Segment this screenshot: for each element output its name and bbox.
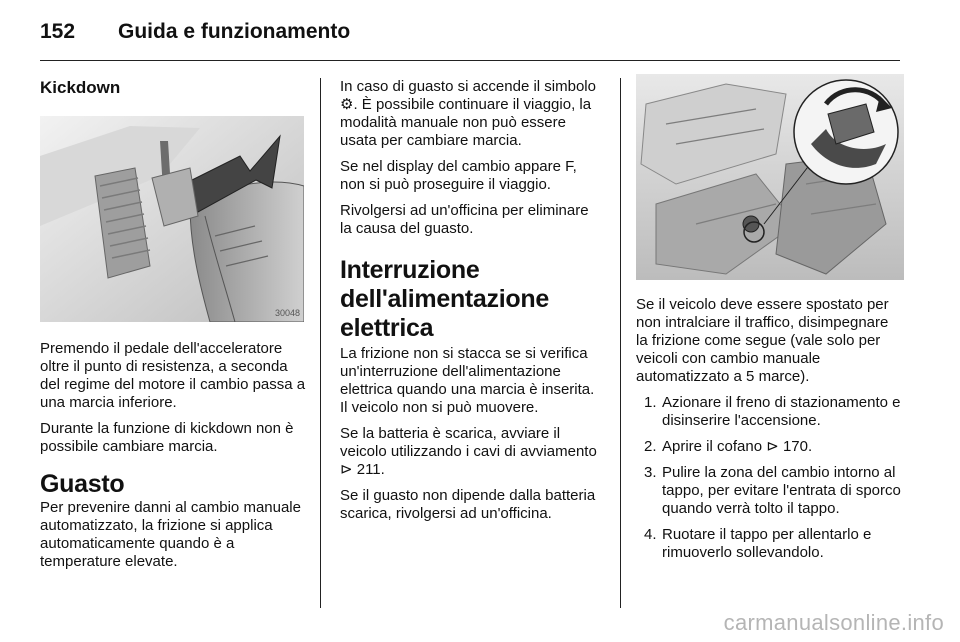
step-number: 1. [644,394,657,411]
power-interruption-heading [340,256,604,343]
power-paragraph-2: Se la batteria è scarica, avviare il veicolo utilizzando i cavi di avviamento ⊳ 211. [340,425,597,478]
guasto-paragraph-1: Per prevenire danni al cambio manuale automatizzato, la frizione si applica automaticamente quando è a temperature elevate. [40,499,301,570]
step-number: 4. [644,526,657,543]
figure-code: 30048 [274,308,300,318]
gearbox-drawing [636,74,904,280]
step-text: Aprire il cofano ⊳ 170. [662,438,813,455]
fault-paragraph-2: Se nel display del cambio appare F, non si può proseguire il viaggio. [340,158,577,193]
heading-line-2: dell'alimentazione elettrica [340,285,549,342]
towing-intro: Se il veicolo deve essere spostato per non intralciare il traffico, disimpegnare la frizione come segue (vale solo per veicoli con cambio manuale automatizzato a 5 marce). [636,296,889,385]
step-text: Pulire la zona del cambio intorno al tappo, per evitare l'entrata di sporco quando verrà tolto il tappo. [662,464,901,517]
column-2 [340,78,604,531]
procedure-steps [636,394,902,562]
kickdown-pedal-illustration [40,116,304,322]
list-item [636,464,902,518]
power-paragraph-3: Se il guasto non dipende dalla batteria scarica, rivolgersi ad un'officina. [340,487,596,522]
step-number: 2. [644,438,657,455]
column-divider-2 [620,78,621,608]
list-item [636,526,902,562]
power-paragraph-1: La frizione non si stacca se si verifica un'interruzione dell'alimentazione elettrica quando una marcia è inserita. Il veicolo non si può muovere. [340,345,595,416]
list-item [636,438,902,456]
header-rule [40,60,900,61]
step-text: Azionare il freno di stazionamento e disinserire l'accensione. [662,394,901,429]
column-3 [636,74,902,570]
site-watermark: carmanualsonline.info [723,610,944,635]
list-item [636,394,902,430]
kickdown-paragraph-2: Durante la funzione di kickdown non è possibile cambiare marcia. [40,420,294,455]
step-number: 3. [644,464,657,481]
kickdown-paragraph-1: Premendo il pedale dell'acceleratore oltre il punto di resistenza, a seconda del regime del motore il cambio passa a una marcia inferiore. [40,340,306,411]
gearbox-cap-illustration [636,74,904,280]
fault-paragraph-3: Rivolgersi ad un'officina per eliminare la causa del guasto. [340,202,589,237]
column-divider-1 [320,78,321,608]
kickdown-heading: Kickdown [40,78,121,97]
page-header [40,20,920,64]
guasto-heading: Guasto [40,470,125,498]
pedal-drawing [40,116,304,322]
column-1 [40,74,306,579]
page-number: 152 [40,20,76,43]
step-text: Ruotare il tappo per allentarlo e rimuoverlo sollevandolo. [662,526,872,561]
fault-paragraph-1: In caso di guasto si accende il simbolo ⚙. È possibile continuare il viaggio, la modalità manuale non può essere usata per cambiare marcia. [340,78,596,149]
heading-line-1: Interruzione [340,256,480,284]
running-title: Guida e funzionamento [118,20,351,43]
